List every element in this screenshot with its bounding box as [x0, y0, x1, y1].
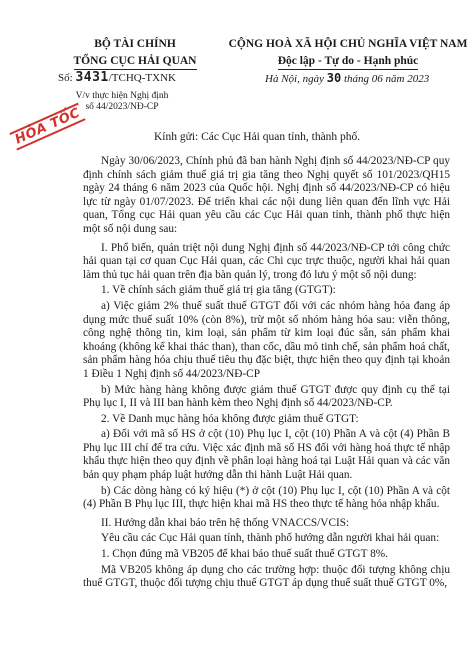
recipient-line: Kính gửi: Các Cục Hải quan tỉnh, thành phố.: [154, 131, 361, 143]
body-paragraph: b) Các dòng hàng có ký hiệu (*) ở cột (10) Phụ lục I, cột (10) Phần A và cột (4) Phần B Phụ lục III, thực hiện khai mã HS theo thực tế hàng hóa nhập khẩu.: [83, 484, 450, 511]
body-paragraph: 1. Chọn đúng mã VB205 để khai báo thuế suất thuế GTGT 8%.: [101, 548, 388, 561]
doc-number-prefix: Số:: [58, 72, 73, 84]
date-day-handwritten: 30: [326, 71, 342, 85]
body-paragraph: a) Việc giảm 2% thuế suất thuế GTGT đối với các nhóm hàng hóa đang áp dụng mức thuế suất 10% (còn 8%), trừ một số nhóm hàng hóa sau: viễn thông, công nghệ thông tin, kim loại, sản phẩm từ kim loại đúc sẵn, sản phẩm khai khoáng (không kể khai thác than), than cốc, dầu mỏ tinh chế, sản phẩm hoá chất, sản phẩm hàng hóa chịu thuế tiêu thụ đặc biệt, thực hiện theo quy định tại khoản 1 Điều 1 Nghị định số 44/2023/NĐ-CP: [83, 299, 450, 380]
body-paragraph: a) Đối với mã số HS ở cột (10) Phụ lục I, cột (10) Phần A và cột (4) Phần B Phụ lục III chỉ để tra cứu. Việc xác định mã số HS đối với hàng hoá thực tế nhập khẩu thực hiện theo quy định về phân loại hàng hoá tại Luật Hải quan và các văn bản quy phạm pháp luật hướng dẫn thi hành Luật Hải quan.: [83, 428, 450, 482]
body-paragraph: Mã VB205 không áp dụng cho các trường hợp: thuộc đối tượng không chịu thuế GTGT, thuộc đối tượng chịu thuế GTGT áp dụng thuế suất thuế GTGT 0%,: [83, 563, 450, 590]
nation-name: CỘNG HOÀ XÃ HỘI CHỦ NGHĨA VIỆT NAM: [228, 38, 468, 50]
national-motto: Độc lập - Tự do - Hạnh phúc: [278, 55, 419, 70]
issuer-block: [60, 38, 210, 70]
national-heading: [222, 38, 474, 70]
urgent-stamp: HỎA TỐC: [9, 102, 86, 150]
body-paragraph: b) Mức hàng hàng không được giảm thuế GTGT được quy định cụ thể tại Phụ lục I, II và III ban hành kèm theo Nghị định số 44/2023/NĐ-CP.: [83, 383, 450, 410]
subject-line-2: số 44/2023/NĐ-CP: [85, 102, 159, 112]
date-suffix: tháng 06 năm 2023: [343, 73, 430, 85]
body-paragraph: I. Phổ biến, quán triệt nội dung Nghị định số 44/2023/NĐ-CP tới công chức hải quan tại cơ quan Cục Hải quan, các Chi cục trực thuộc, người khai hải quan làm thủ tục hải quan trên địa bàn quản lý, trong đó lưu ý một số nội dung:: [83, 241, 450, 281]
place-and-date: [265, 71, 429, 85]
body-paragraph: II. Hướng dẫn khai báo trên hệ thống VNACCS/VCIS:: [101, 516, 350, 529]
body-paragraph: 2. Về Danh mục hàng hóa không được giảm thuế GTGT:: [101, 412, 359, 425]
body-paragraph: Yêu cầu các Cục Hải quan tỉnh, thành phố hướng dẫn người khai hải quan:: [101, 532, 440, 545]
date-prefix: Hà Nội, ngày: [265, 73, 324, 85]
doc-number-handwritten: 3431: [75, 70, 109, 85]
body-paragraph: Ngày 30/06/2023, Chính phủ đã ban hành Nghị định số 44/2023/NĐ-CP quy định chính sách giảm thuế giá trị gia tăng theo Nghị quyết số 101/2023/QH15 ngày 24 tháng 6 năm 2023 của Quốc hội. Nghị định số 44/2023/NĐ-CP có hiệu lực từ ngày 01/07/2023. Để triển khai các nội dung liên quan đến lĩnh vực Hải quan, Tổng cục Hải quan yêu cầu các Cục Hải quan tỉnh, thành phố thực hiện một số nội dung sau:: [83, 155, 450, 235]
document-number: [58, 70, 176, 85]
ministry-name: BỘ TÀI CHÍNH: [94, 38, 176, 50]
document-body: [83, 155, 450, 591]
body-paragraph: 1. Về chính sách giảm thuế giá trị gia tăng (GTGT):: [101, 284, 336, 297]
subject-line-1: V/v thực hiện Nghị định: [75, 91, 169, 101]
doc-number-suffix: /TCHQ-TXNK: [108, 72, 176, 84]
department-name: TỔNG CỤC HẢI QUAN: [74, 55, 197, 70]
